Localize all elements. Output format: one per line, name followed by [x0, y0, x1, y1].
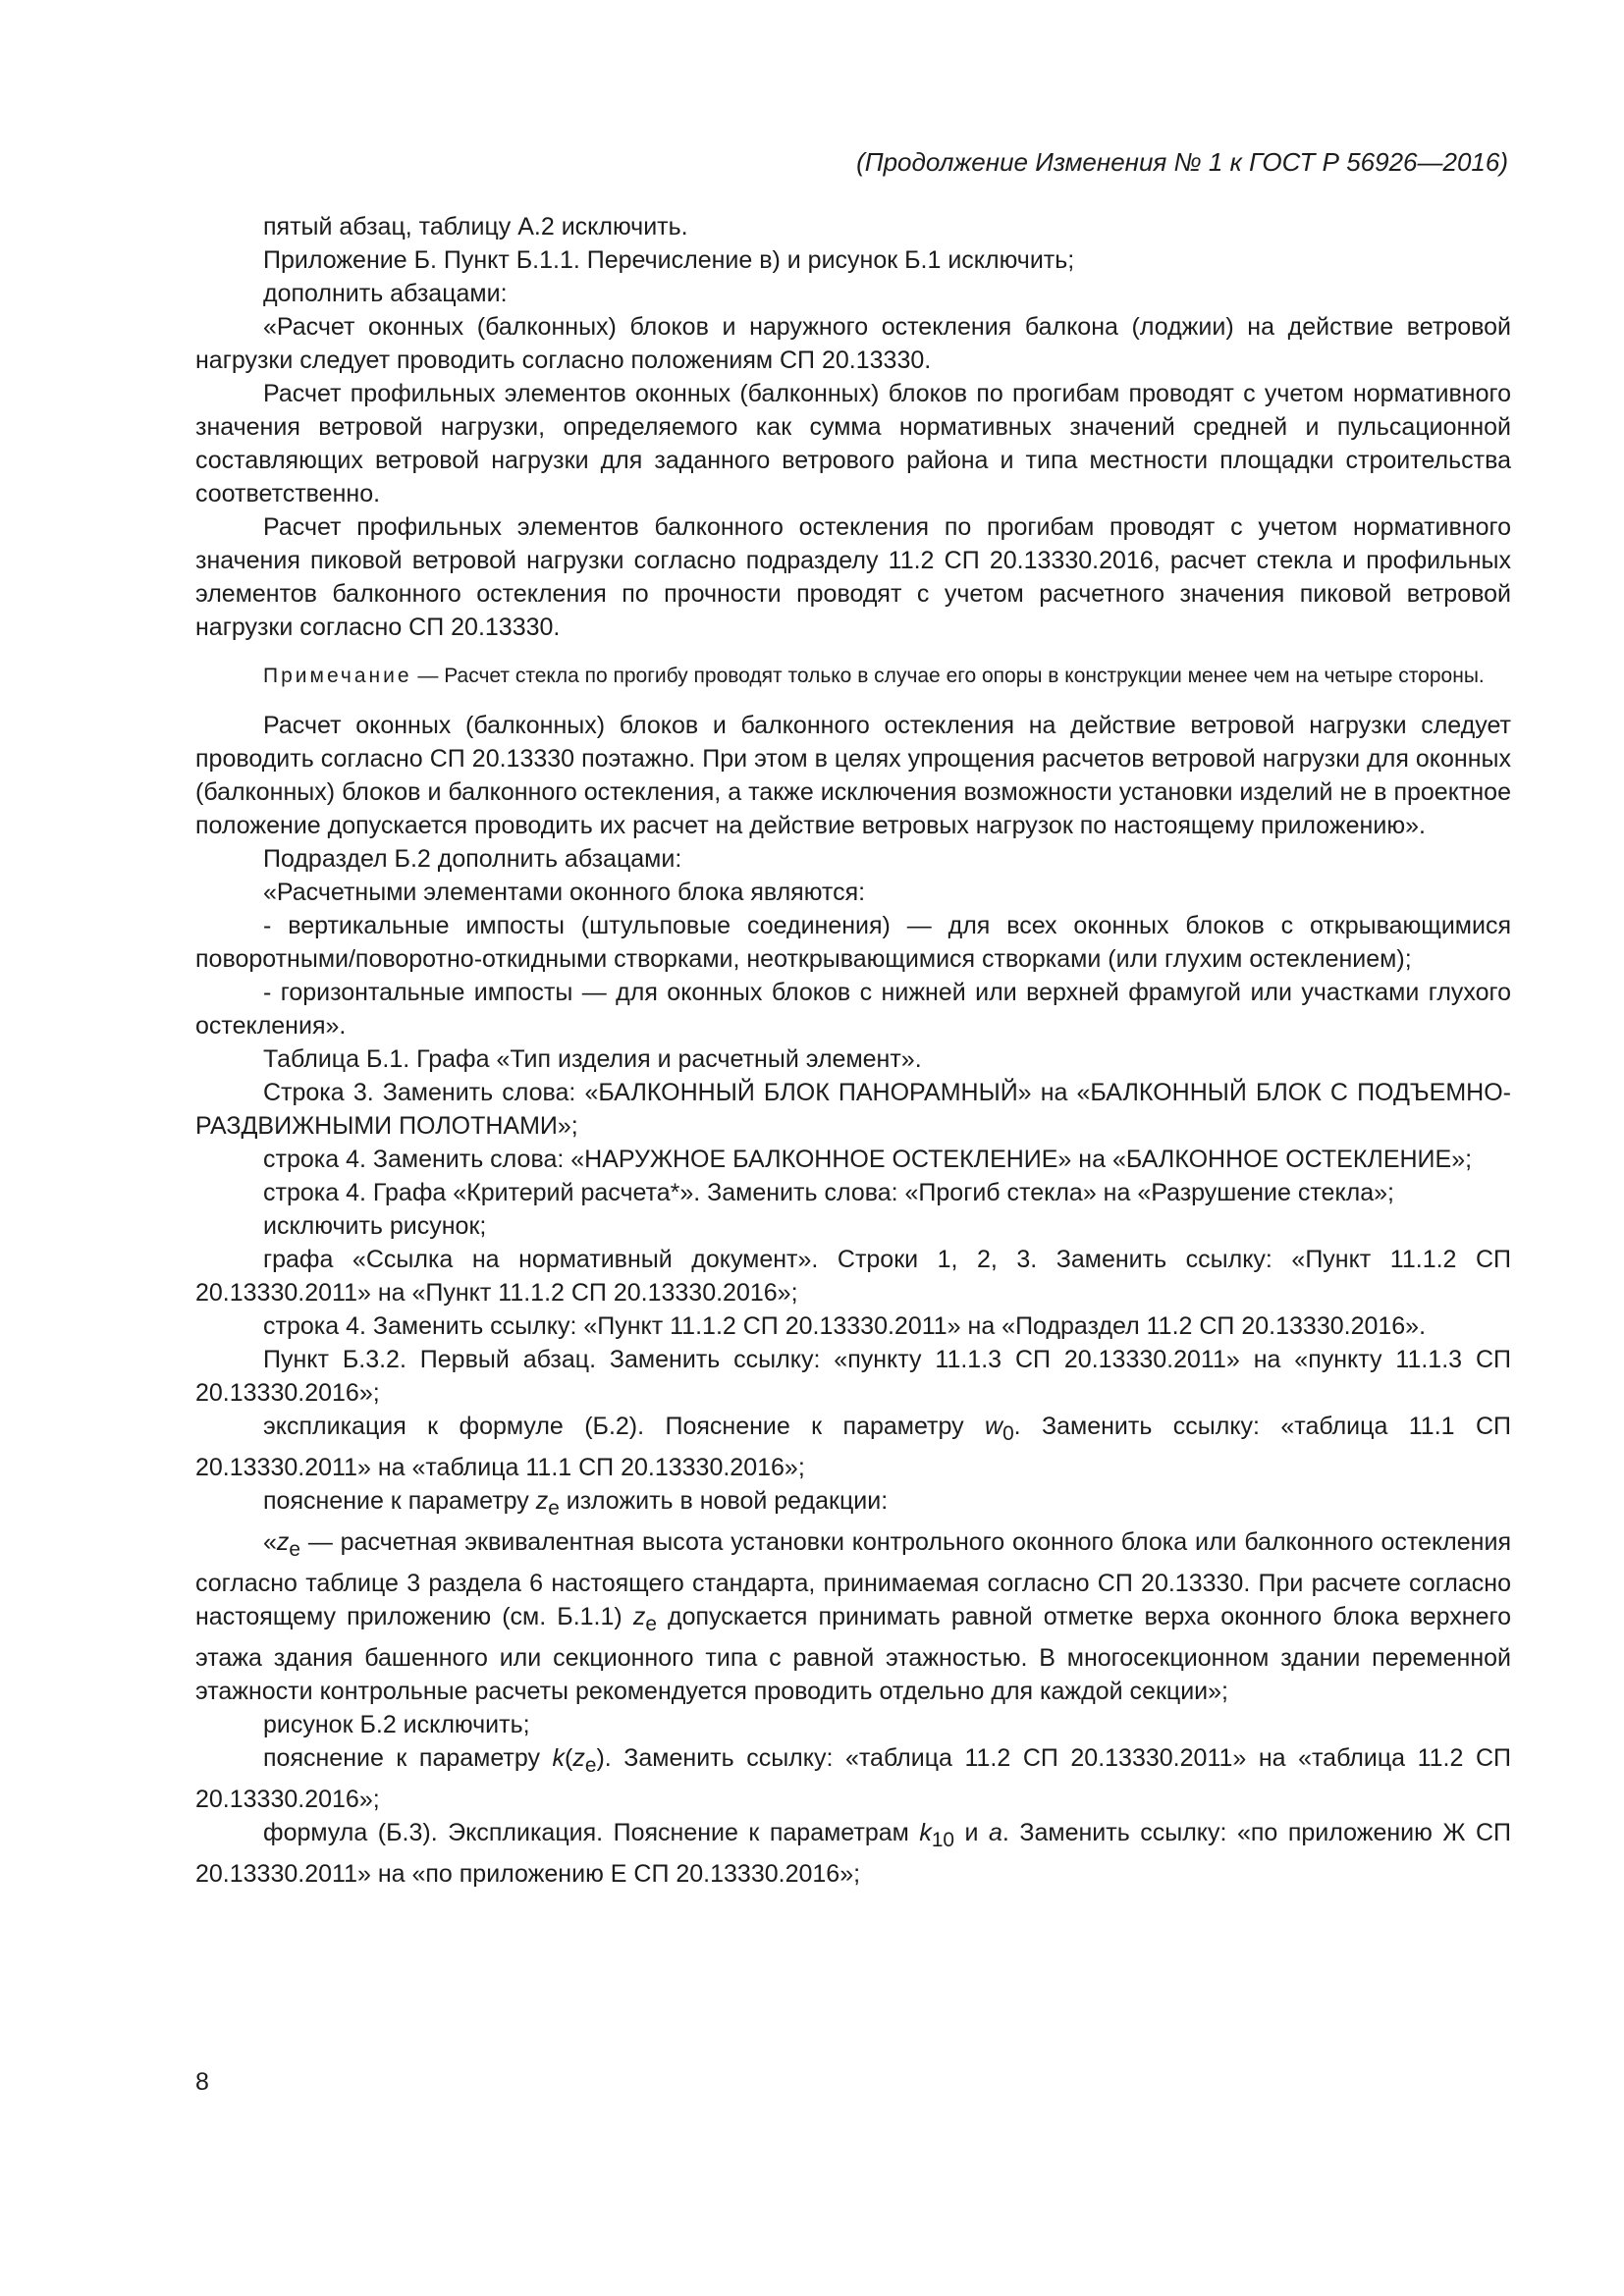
- paragraph: графа «Ссылка на нормативный документ». Строки 1, 2, 3. Заменить ссылку: «Пункт 11.1.2 СП 20.13330.2011» на «Пункт 11.1.2 СП 20.13330.2016»;: [195, 1246, 1511, 1307]
- math-subscript: e: [645, 1613, 657, 1635]
- math-variable: z: [535, 1487, 549, 1515]
- paragraph: [195, 1410, 1511, 1484]
- note-label: Примечание: [263, 665, 412, 687]
- paragraph: Подраздел Б.2 дополнить абзацами:: [263, 845, 682, 873]
- list-item: - вертикальные импосты (штульповые соединения) — для всех оконных блоков с открывающимися поворотными/поворотно-откидными створками, неоткрывающимися створками (или глухим остеклением);: [195, 912, 1511, 973]
- paragraph: «Расчет оконных (балконных) блоков и наружного остекления балкона (лоджии) на действие ветровой нагрузки следует проводить согласно положениям СП 20.13330.: [195, 313, 1511, 374]
- paragraph: Расчет профильных элементов балконного остекления по прогибам проводят с учетом нормативного значения пиковой ветровой нагрузки согласно подразделу 11.2 СП 20.13330.2016, расчет стекла и профильных элементов балконного остекления по прочности проводят с учетом расчетного значения пиковой ветровой нагрузки согласно СП 20.13330.: [195, 513, 1511, 641]
- math-subscript: e: [584, 1754, 597, 1777]
- math-variable: z: [276, 1528, 290, 1556]
- math-variable: z: [572, 1744, 585, 1772]
- text-run: изложить в новой редакции:: [559, 1487, 889, 1515]
- text-run: . Заменить ссылку: «таблица 11.1 СП 20.13330.2011» на «таблица 11.1 СП 20.13330.2016»;: [195, 1413, 1511, 1481]
- text-run: формула (Б.3). Экспликация. Пояснение к параметрам: [263, 1819, 920, 1846]
- running-header: (Продолжение Изменения № 1 к ГОСТ Р 56926—2016): [856, 147, 1508, 177]
- text-run: и: [954, 1819, 990, 1846]
- paragraph: «Расчетными элементами оконного блока являются:: [263, 879, 866, 906]
- math-variable: k: [552, 1744, 566, 1772]
- math-variable: z: [632, 1603, 646, 1630]
- paragraph: Таблица Б.1. Графа «Тип изделия и расчетный элемент».: [263, 1045, 922, 1073]
- paragraph: строка 4. Заменить ссылку: «Пункт 11.1.2 СП 20.13330.2011» на «Подраздел 11.2 СП 20.13330.2016».: [263, 1312, 1427, 1340]
- list-item: - горизонтальные импосты — для оконных блоков с нижней или верхней фрамугой или участками глухого остекления».: [195, 979, 1511, 1040]
- text-run: ). Заменить ссылку: «таблица 11.2 СП 20.13330.2011» на «таблица 11.2 СП 20.13330.2016»;: [195, 1744, 1511, 1813]
- paragraph: Расчет оконных (балконных) блоков и балконного остекления на действие ветровой нагрузки следует проводить согласно СП 20.13330 поэтажно. При этом в целях упрощения расчетов ветровой нагрузки для оконных (балконных) блоков и балконного остекления, а также исключения возможности установки изделий не в проектное положение допускается проводить их расчет на действие ветровых нагрузок по настоящему приложению».: [195, 712, 1511, 839]
- note-paragraph: [195, 662, 1511, 691]
- math-subscript: 10: [931, 1829, 955, 1851]
- text-run: экспликация к формуле (Б.2). Пояснение к параметру: [263, 1413, 986, 1440]
- paragraph: исключить рисунок;: [263, 1212, 487, 1240]
- text-run: «: [263, 1528, 277, 1556]
- paragraph: Расчет профильных элементов оконных (балконных) блоков по прогибам проводят с учетом нормативного значения ветровой нагрузки, определяемого как сумма нормативных значений средней и пульсационной составляющих ветровой нагрузки для заданного ветрового района и типа местности площадки строительства соответственно.: [195, 380, 1511, 507]
- paragraph: Пункт Б.3.2. Первый абзац. Заменить ссылку: «пункту 11.1.3 СП 20.13330.2011» на «пункту 11.1.3 СП 20.13330.2016»;: [195, 1346, 1511, 1407]
- text-run: пояснение к параметру: [263, 1487, 536, 1515]
- paragraph: строка 4. Заменить слова: «НАРУЖНОЕ БАЛКОННОЕ ОСТЕКЛЕНИЕ» на «БАЛКОННОЕ ОСТЕКЛЕНИЕ»;: [263, 1146, 1473, 1173]
- paragraph: дополнить абзацами:: [263, 280, 508, 307]
- math-variable: a: [989, 1819, 1002, 1846]
- document-body: [195, 210, 1511, 1891]
- math-subscript: e: [548, 1497, 560, 1520]
- math-variable: w: [985, 1413, 1003, 1440]
- math-subscript: e: [289, 1538, 300, 1561]
- paragraph: рисунок Б.2 исключить;: [263, 1711, 530, 1738]
- note-text: — Расчет стекла по прогибу проводят только в случае его опоры в конструкции менее чем на четыре стороны.: [411, 665, 1485, 687]
- paragraph: [195, 1525, 1511, 1708]
- text-run: (: [565, 1744, 573, 1772]
- paragraph: строка 4. Графа «Критерий расчета*». Заменить слова: «Прогиб стекла» на «Разрушение стекла»;: [263, 1179, 1395, 1206]
- math-subscript: 0: [1002, 1422, 1014, 1445]
- page-number: 8: [195, 2068, 209, 2096]
- paragraph: [195, 1741, 1511, 1816]
- math-variable: k: [919, 1819, 932, 1846]
- text-run: пояснение к параметру: [263, 1744, 553, 1772]
- paragraph: [195, 1816, 1511, 1891]
- text-run: — расчетная эквивалентная высота установки контрольного оконного блока или балконного остекления согласно таблице 3 раздела 6 настоящего стандарта, принимаемая согласно СП 20.13330. При расчете согласно настоящему приложению (см. Б.1.1): [195, 1528, 1511, 1630]
- paragraph: пятый абзац, таблицу А.2 исключить.: [263, 213, 688, 240]
- paragraph: Приложение Б. Пункт Б.1.1. Перечисление в) и рисунок Б.1 исключить;: [263, 246, 1075, 274]
- text-run: . Заменить ссылку: «по приложению Ж СП 20.13330.2011» на «по приложению Е СП 20.13330.2016»;: [195, 1819, 1512, 1888]
- paragraph: [195, 1484, 1511, 1525]
- text-run: допускается принимать равной отметке верха оконного блока верхнего этажа здания башенного или секционного типа с равной этажностью. В многосекционном здании переменной этажности контрольные расчеты рекомендуется проводить отдельно для каждой секции»;: [195, 1603, 1511, 1705]
- paragraph: Строка 3. Заменить слова: «БАЛКОННЫЙ БЛОК ПАНОРАМНЫЙ» на «БАЛКОННЫЙ БЛОК С ПОДЪЕМНО-РАЗДВИЖНЫМИ ПОЛОТНАМИ»;: [195, 1079, 1511, 1140]
